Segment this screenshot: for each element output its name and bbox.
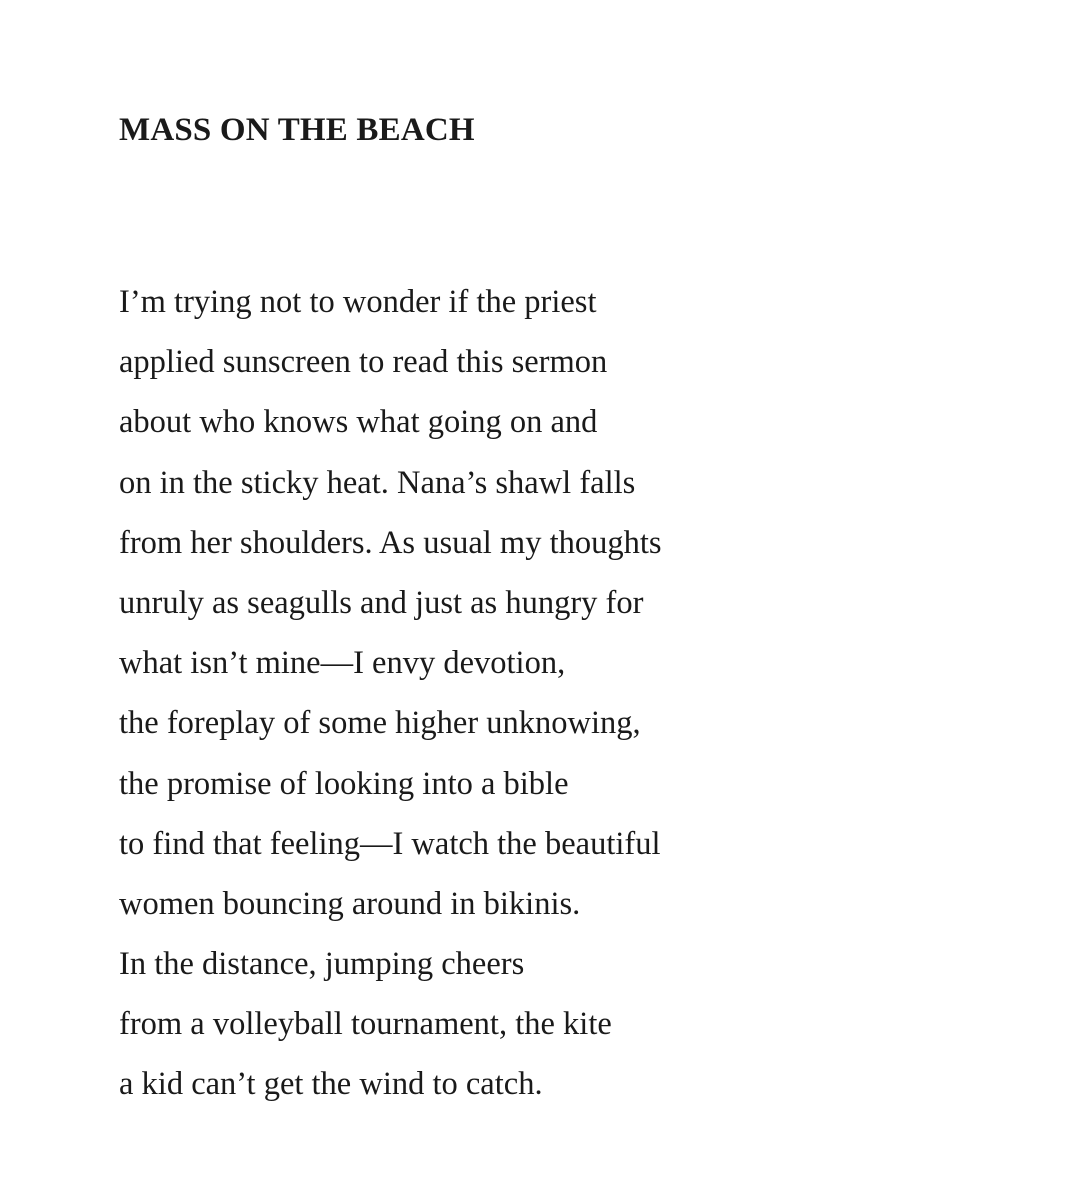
poem-line: to find that feeling—I watch the beautiful bbox=[119, 825, 661, 862]
poem-line: unruly as seagulls and just as hungry for bbox=[119, 584, 644, 621]
poem-line: from a volleyball tournament, the kite bbox=[119, 1006, 612, 1043]
poem-line: a kid can’t get the wind to catch. bbox=[119, 1066, 543, 1103]
poem-line: applied sunscreen to read this sermon bbox=[119, 344, 608, 381]
poem-line: the promise of looking into a bible bbox=[119, 765, 569, 802]
poem-line: the foreplay of some higher unknowing, bbox=[119, 705, 641, 742]
poem-line: on in the sticky heat. Nana’s shawl falls bbox=[119, 464, 636, 501]
poem-line: about who knows what going on and bbox=[119, 404, 598, 441]
poem-line: I’m trying not to wonder if the priest bbox=[119, 284, 597, 320]
poem-line: from her shoulders. As usual my thoughts bbox=[119, 524, 662, 561]
poem-body bbox=[119, 272, 662, 1115]
poem-line: women bouncing around in bikinis. bbox=[119, 885, 581, 922]
poem-line: what isn’t mine—I envy devotion, bbox=[119, 645, 566, 682]
poem-line: In the distance, jumping cheers bbox=[119, 946, 525, 983]
poem-title: MASS ON THE BEACH bbox=[119, 112, 475, 148]
